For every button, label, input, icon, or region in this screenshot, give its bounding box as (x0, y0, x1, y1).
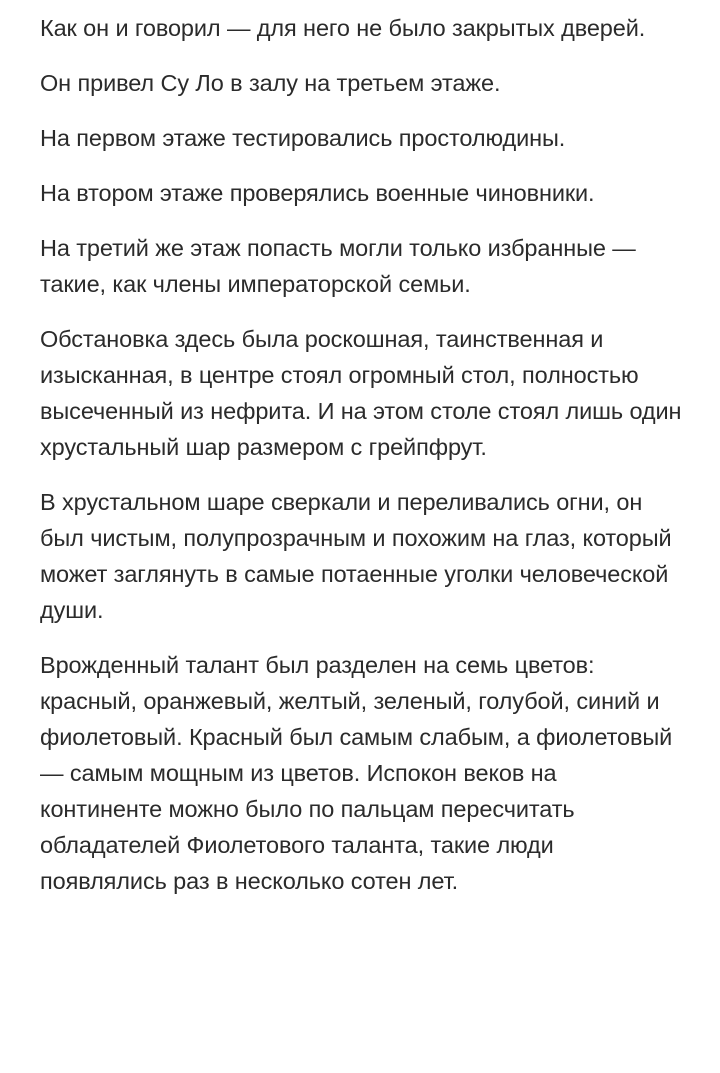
paragraph: На первом этаже тестировались простолюдины. (40, 125, 566, 151)
paragraph: На третий же этаж попасть могли только избранные — такие, как члены императорской семьи. (40, 235, 636, 297)
paragraph: Врожденный талант был разделен на семь цветов: красный, оранжевый, желтый, зеленый, голубой, синий и фиолетовый. Красный был самым слабым, а фиолетовый — самым мощным из цветов. Испокон веков на континенте можно было по пальцам пересчитать обладателей Фиолетового таланта, такие люди появлялись раз в несколько сотен лет. (40, 652, 673, 894)
paragraph: Как он и говорил — для него не было закрытых дверей. (40, 15, 646, 41)
paragraph: Он привел Су Ло в залу на третьем этаже. (40, 70, 501, 96)
paragraph: На втором этаже проверялись военные чиновники. (40, 180, 595, 206)
paragraph: Обстановка здесь была роскошная, таинственная и изысканная, в центре стоял огромный стол, полностью высеченный из нефрита. И на этом столе стоял лишь один хрустальный шар размером с грейпфрут. (40, 326, 682, 460)
paragraph: В хрустальном шаре сверкали и переливались огни, он был чистым, полупрозрачным и похожим на глаз, который может заглянуть в самые потаенные уголки человеческой души. (40, 489, 672, 623)
